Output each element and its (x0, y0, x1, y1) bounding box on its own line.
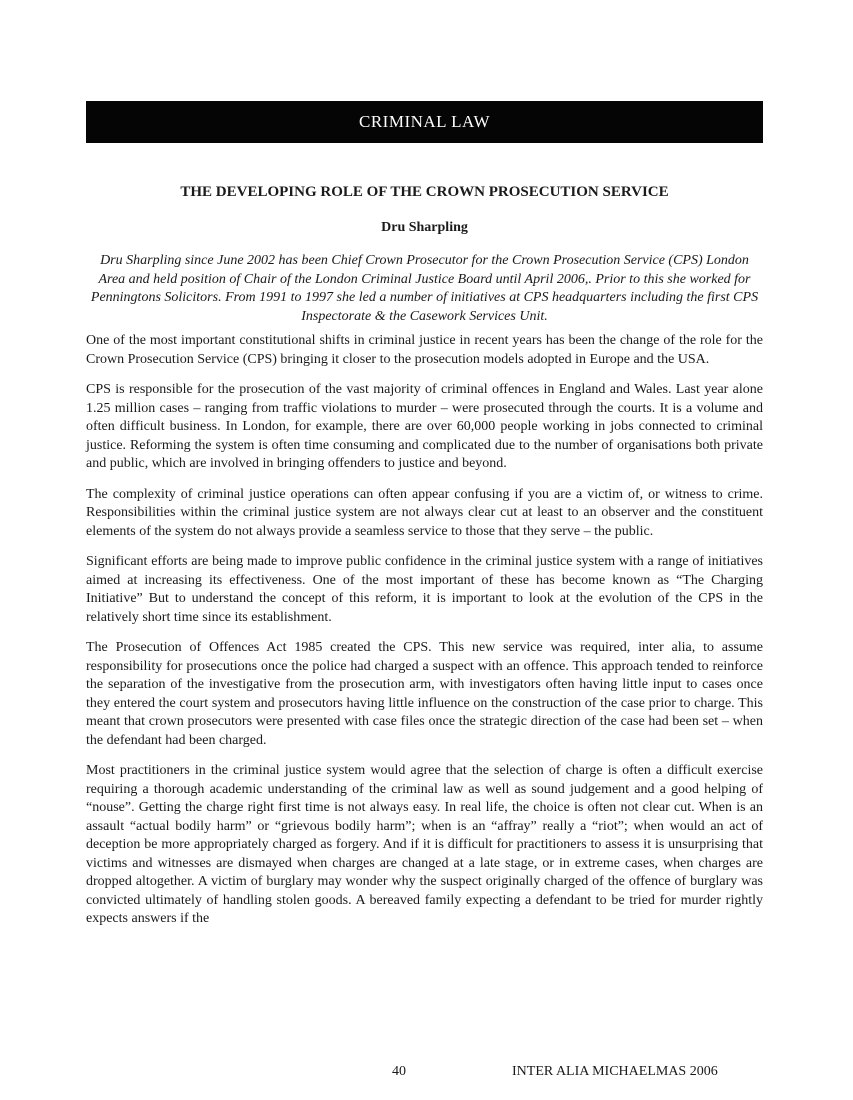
body-paragraph: The Prosecution of Offences Act 1985 created the CPS. This new service was required, inter alia, to assume responsibility for prosecutions once the police had charged a suspect with an offence. This approach tended to reinforce the separation of the investigative from the prosecution arm, with investigators often having little input to cases once they entered the court system and prosecutors having little influence on the construction of the case prior to charge. This meant that crown prosecutors were presented with case files once the strategic direction of the case had been set – when the defendant had been charged. (86, 640, 763, 748)
body-paragraph: The complexity of criminal justice operations can often appear confusing if you are a victim of, or witness to crime. Responsibilities within the criminal justice system are not always clear cut at least to an observer and the constituent elements of the system do not always provide a seamless service to those that they serve – the public. (86, 486, 763, 539)
article-author: Dru Sharpling (381, 220, 468, 235)
author-bio: Dru Sharpling since June 2002 has been Chief Crown Prosecutor for the Crown Prosecution Service (CPS) London Area and held position of Chair of the London Criminal Justice Board until April 2006,. Prior to this she worked for Penningtons Solicitors. From 1991 to 1997 she led a number of initiatives at CPS headquarters including the first CPS Inspectorate & the Casework Services Unit. (90, 253, 759, 324)
section-title: CRIMINAL LAW (358, 112, 491, 131)
section-banner (86, 101, 763, 143)
body-paragraph: Most practitioners in the criminal justice system would agree that the selection of charge is often a difficult exercise requiring a thorough academic understanding of the criminal law as well as sound judgement and a good helping of “nouse”. Getting the charge right first time is not always easy. In real life, the choice is often not clear cut. When is an assault “actual bodily harm” or “grievous bodily harm”; when is an “affray” really a “riot”; when would an act of deception be more appropriately charged as forgery. And if it is difficult for practitioners to assess it is unsurprising that victims and witnesses are dismayed when charges are changed at a late stage, or in extreme cases, when charges are dropped altogether. A victim of burglary may wonder why the suspect originally charged of the offence of burglary was convicted ultimately of handling stolen goods. A bereaved family expecting a defendant to be tried for murder rightly expects answers if the (86, 763, 763, 926)
article-body (86, 332, 763, 941)
body-paragraph: Significant efforts are being made to improve public confidence in the criminal justice system with a range of initiatives aimed at increasing its effectiveness. One of the most important of these has become known as “The Charging Initiative” But to understand the concept of this reform, it is important to look at the evolution of the CPS in the relatively short time since its establishment. (86, 554, 763, 625)
article-title: THE DEVELOPING ROLE OF THE CROWN PROSECUTION SERVICE (180, 184, 669, 200)
body-paragraph: CPS is responsible for the prosecution of the vast majority of criminal offences in England and Wales. Last year alone 1.25 million cases – ranging from traffic violations to murder – were prosecuted through the courts. It is a volume and often difficult business. In London, for example, there are over 60,000 people working in jobs connected to criminal justice. Reforming the system is often time consuming and complicated due to the number of organisations both private and public, which are involved in bringing offenders to justice and beyond. (86, 382, 763, 471)
body-paragraph: One of the most important constitutional shifts in criminal justice in recent years has been the change of the role for the Crown Prosecution Service (CPS) bringing it closer to the prosecution models adopted in Europe and the USA. (86, 333, 763, 367)
journal-issue: INTER ALIA MICHAELMAS 2006 (512, 1064, 718, 1079)
page-number: 40 (392, 1064, 406, 1079)
